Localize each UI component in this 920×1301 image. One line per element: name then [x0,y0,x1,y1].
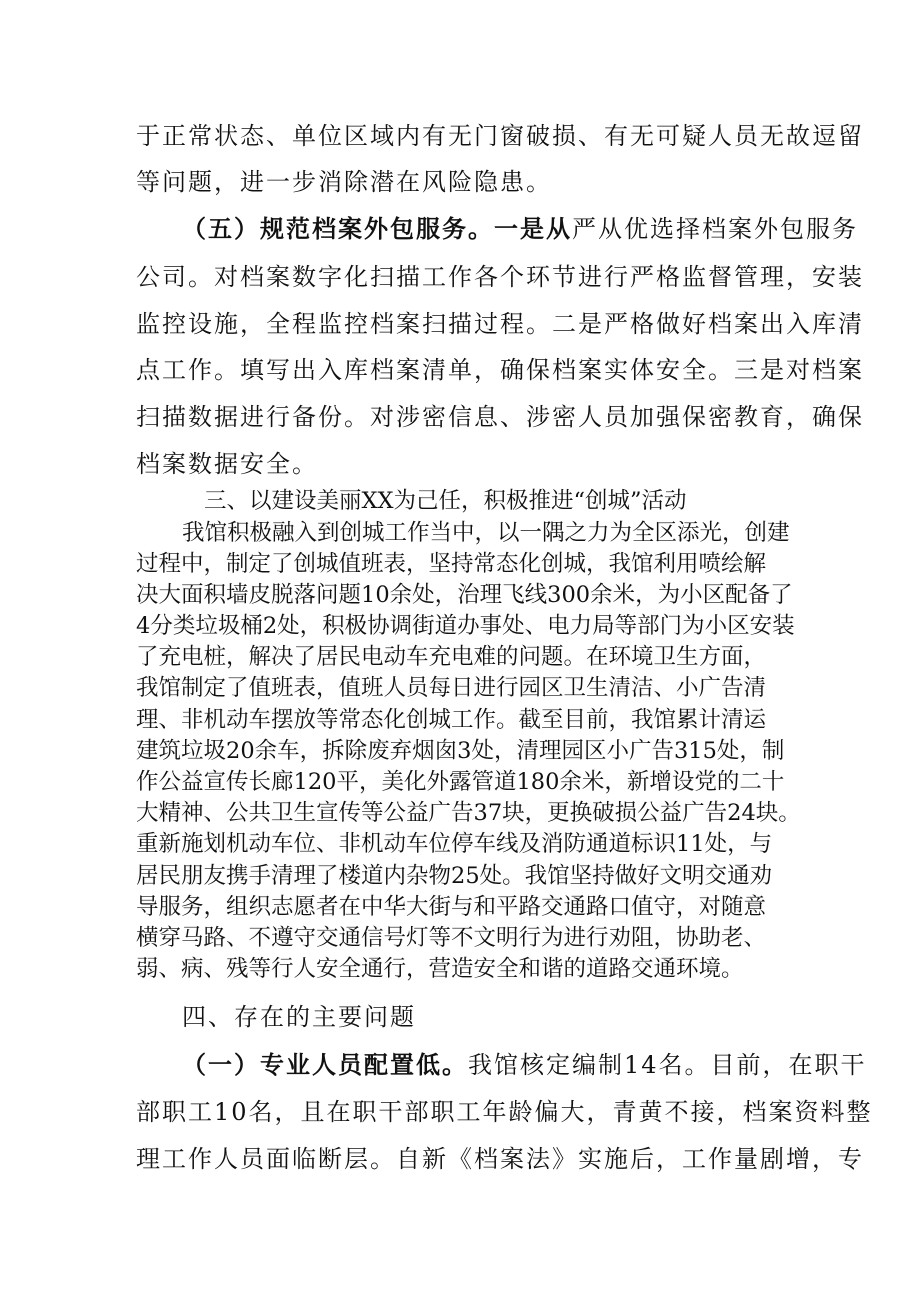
section-three-line: 导服务，组织志愿者在中华大街与和平路交通路口值守，对随意 [136,894,767,920]
paragraph-line: 监控设施，全程监控档案扫描过程。二是严格做好档案出入库清 [136,310,864,338]
section-three-line: 建筑垃圾20余车，拆除废弃烟囱3处，清理园区小广告315处，制 [136,738,785,764]
section-three-line: 4分类垃圾桶2处，积极协调街道办事处、电力局等部门为小区安装 [136,613,795,639]
section-three-line: 我馆制定了值班表，值班人员每日进行园区卫生清洁、小广告清 [136,675,767,701]
section-three-line: 过程中，制定了创城值班表，坚持常态化创城，我馆利用喷绘解 [136,551,767,577]
section-three-line: 弱、病、残等行人安全通行，营造安全和谐的道路交通环境。 [136,956,744,982]
paragraph-line: 部职工10名，且在职干部职工年龄偏大，青黄不接，档案资料整 [136,1098,873,1126]
paragraph-line: 于正常状态、单位区域内有无门窗破损、有无可疑人员无故逗留 [136,122,864,150]
paragraph-line: 档案数据安全。 [136,450,318,478]
paragraph-line: 点工作。填写出入库档案清单，确保档案实体安全。三是对档案 [136,356,864,384]
section-three-line: 了充电桩，解决了居民电动车充电难的问题。在环境卫生方面， [136,644,767,670]
subsection-lead: 一是从 [494,214,572,243]
subsection-heading: （五）规范档案外包服务。 [182,214,494,243]
subsection-five-line [182,214,858,244]
paragraph-text: 我馆核定编制14名。目前，在职干 [468,1051,867,1079]
section-three-line: 横穿马路、不遵守交通信号灯等不文明行为进行劝阻，协助老、 [136,925,767,951]
section-three-title: 三、以建设美丽XX为己任，积极推进“创城”活动 [204,488,687,514]
paragraph-line: 公司。对档案数字化扫描工作各个环节进行严格监督管理，安装 [136,263,864,291]
section-three-line: 作公益宣传长廊120平，美化外露管道180余米，新增设党的二十 [136,769,785,795]
section-three-line: 居民朋友携手清理了楼道内杂物25处。我馆坚持做好文明交通劝 [136,863,773,889]
section-three-line: 我馆积极融入到创城工作当中，以一隅之力为全区添光，创建 [182,520,790,546]
subsection-heading: （一）专业人员配置低。 [182,1050,468,1079]
paragraph-line: 理工作人员面临断层。自新《档案法》实施后，工作量剧增，专 [136,1145,864,1173]
paragraph-line: 等问题，进一步消除潜在风险隐患。 [136,168,552,196]
paragraph-line: 扫描数据进行备份。对涉密信息、涉密人员加强保密教育，确保 [136,403,864,431]
subsection-one-line [182,1050,867,1080]
section-four-title: 四、存在的主要问题 [182,1003,416,1031]
section-three-line: 理、非机动车摆放等常态化创城工作。截至目前，我馆累计清运 [136,707,767,733]
paragraph-text: 严从优选择档案外包服务 [572,215,858,243]
section-three-line: 决大面积墙皮脱落问题10余处，治理飞线300余米，为小区配备了 [136,582,793,608]
section-three-line: 重新施划机动车位、非机动车位停车线及消防通道标识11处，与 [136,831,773,857]
section-three-line: 大精神、公共卫生宣传等公益广告37块，更换破损公益广告24块。 [136,800,801,826]
